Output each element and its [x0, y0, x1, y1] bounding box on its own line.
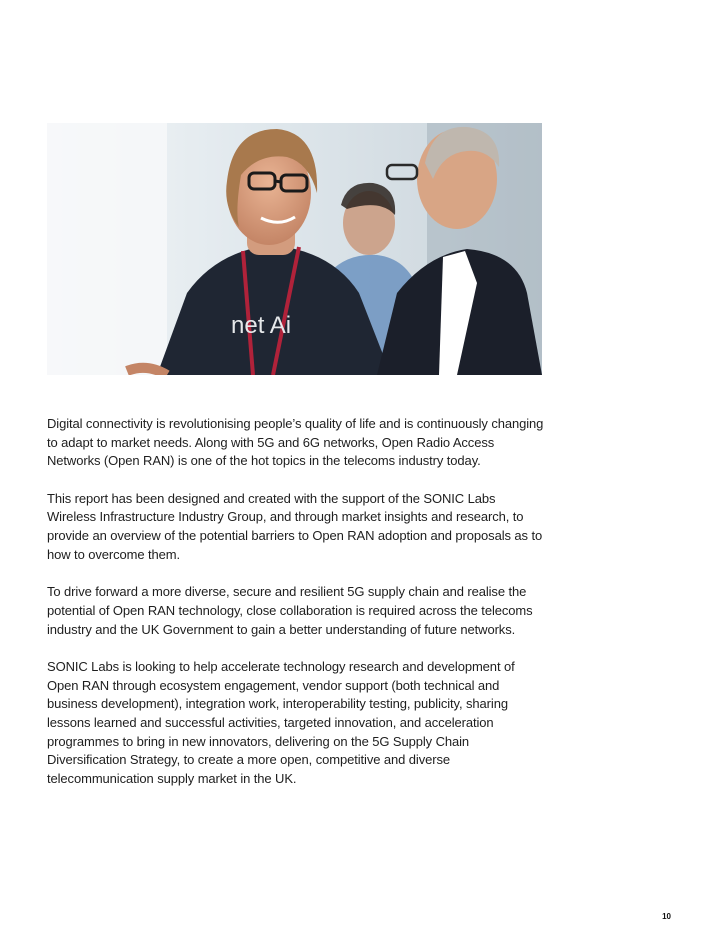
body-text: [47, 415, 547, 807]
paragraph-sonic-labs: SONIC Labs is looking to help accelerate technology research and development of Open RAN through ecosystem engagement, vendor support (both technical and business development), integration work, interoperability testing, publicity, sharing lessons learned and successful activities, targeted innovation, and acceleration programmes to bring in new innovators, delivering on the 5G Supply Chain Diversification Strategy, to create a more open, competitive and diverse telecommunication supply market in the UK.: [47, 658, 515, 787]
paragraph-intro: Digital connectivity is revolutionising people’s quality of life and is continuously changing to adapt to market needs. Along with 5G and 6G networks, Open Radio Access Networks (Open RAN) is one of the hot topics in the telecoms industry today.: [47, 416, 544, 469]
paragraph-report: This report has been designed and created with the support of the SONIC Labs Wireless Infrastructure Industry Group, and through market insights and research, to provide an overview of the potential barriers to Open RAN adoption and proposals as to how to overcome them.: [47, 490, 543, 562]
paragraph-collaboration: To drive forward a more diverse, secure and resilient 5G supply chain and realise the potential of Open RAN technology, close collaboration is required across the telecoms industry and the UK Government to gain a better understanding of future networks.: [47, 584, 533, 637]
event-photo: [47, 123, 542, 375]
page-number: 10: [662, 912, 671, 921]
shirt-print: net Ai: [231, 312, 292, 339]
